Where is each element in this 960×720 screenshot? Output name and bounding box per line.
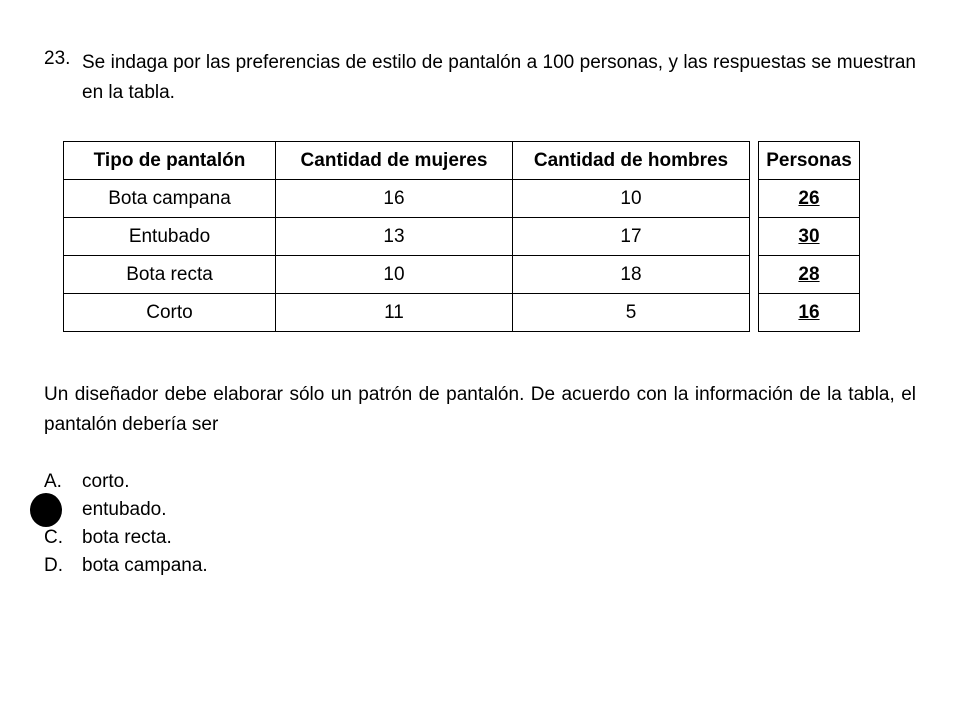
- table-row: [64, 180, 750, 218]
- cell-hombres: 18: [513, 256, 750, 294]
- table-row: [759, 256, 860, 294]
- cell-hombres: 17: [513, 218, 750, 256]
- totals-table: [758, 141, 860, 332]
- table-row: [759, 294, 860, 332]
- option-text: bota recta.: [82, 527, 172, 548]
- table-row: [64, 256, 750, 294]
- question-number: 23.: [44, 48, 71, 69]
- selected-answer-marker: [30, 493, 62, 527]
- cell-mujeres: 10: [276, 256, 513, 294]
- cell-hombres: 10: [513, 180, 750, 218]
- header-personas: Personas: [759, 142, 860, 180]
- cell-mujeres: 11: [276, 294, 513, 332]
- totals-header-row: [759, 142, 860, 180]
- option-text: entubado.: [82, 499, 167, 520]
- table-row: [64, 294, 750, 332]
- cell-tipo: Bota campana: [64, 180, 276, 218]
- total-value: 26: [759, 180, 860, 218]
- total-value: 28: [759, 256, 860, 294]
- cell-hombres: 5: [513, 294, 750, 332]
- cell-mujeres: 13: [276, 218, 513, 256]
- cell-tipo: Bota recta: [64, 256, 276, 294]
- header-mujeres: Cantidad de mujeres: [276, 142, 513, 180]
- cell-mujeres: 16: [276, 180, 513, 218]
- cell-tipo: Entubado: [64, 218, 276, 256]
- header-tipo: Tipo de pantalón: [64, 142, 276, 180]
- table-row: [759, 180, 860, 218]
- table-row: [64, 218, 750, 256]
- cell-tipo: Corto: [64, 294, 276, 332]
- total-value: 16: [759, 294, 860, 332]
- option-text: corto.: [82, 471, 130, 492]
- option-text: bota campana.: [82, 555, 208, 576]
- option-letter: C.: [44, 527, 63, 548]
- instruction-paragraph: Un diseñador debe elaborar sólo un patrón de pantalón. De acuerdo con la información de la tabla, el pantalón debería ser: [44, 384, 916, 435]
- table-header-row: [64, 142, 750, 180]
- option-letter: A.: [44, 471, 62, 492]
- option-letter: D.: [44, 555, 63, 576]
- preferences-table: [63, 141, 750, 332]
- total-value: 30: [759, 218, 860, 256]
- header-hombres: Cantidad de hombres: [513, 142, 750, 180]
- question-text: Se indaga por las preferencias de estilo de pantalón a 100 personas, y las respuestas se muestran en la tabla.: [82, 52, 916, 103]
- table-row: [759, 218, 860, 256]
